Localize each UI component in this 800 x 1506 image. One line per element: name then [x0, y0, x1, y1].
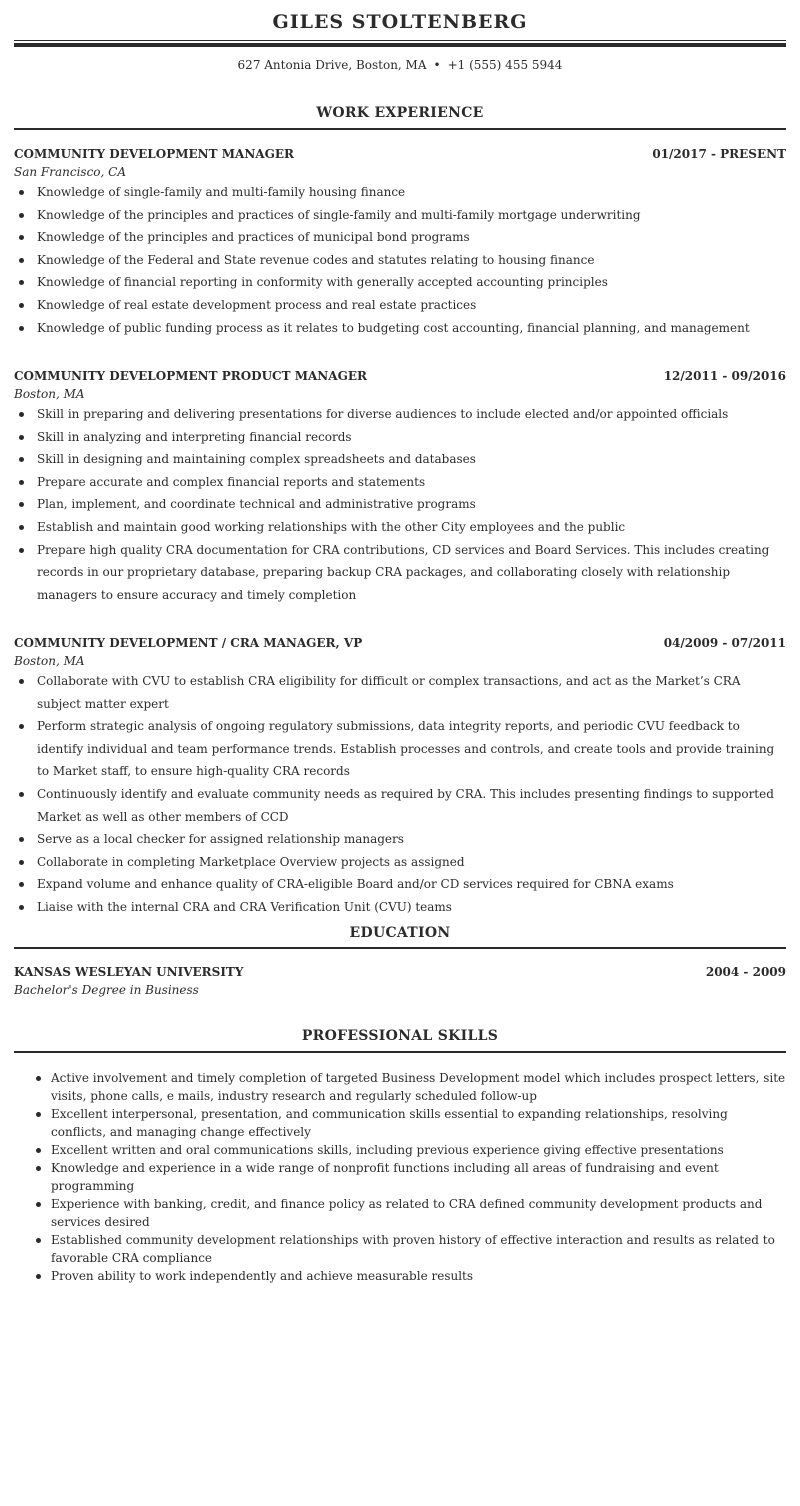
job-bullets: [14, 403, 786, 606]
address: 627 Antonia Drive, Boston, MA: [237, 58, 427, 72]
job-header: [14, 634, 786, 652]
job-entry: [14, 367, 786, 606]
contact-line: [14, 57, 786, 73]
list-item: Prepare high quality CRA documentation for CRA contributions, CD services and Board Services. This includes creating records in our proprietary database, preparing backup CRA packages, and collaborating closely with relationship managers to ensure accuracy and timely completion: [14, 539, 786, 607]
list-item: Knowledge and experience in a wide range of nonprofit functions including all areas of fundraising and event programming: [14, 1159, 786, 1195]
job-bullets: [14, 181, 786, 339]
phone: +1 (555) 455 5944: [447, 58, 563, 72]
job-title: COMMUNITY DEVELOPMENT MANAGER: [14, 147, 294, 161]
list-item: Skill in preparing and delivering presentations for diverse audiences to include elected and/or appointed officials: [14, 403, 786, 426]
list-item: Knowledge of the principles and practices of municipal bond programs: [14, 226, 786, 249]
job-entry: [14, 634, 786, 919]
list-item: Continuously identify and evaluate community needs as required by CRA. This includes presenting findings to supported Market as well as other members of CCD: [14, 783, 786, 828]
list-item: Skill in designing and maintaining complex spreadsheets and databases: [14, 448, 786, 471]
list-item: Experience with banking, credit, and finance policy as related to CRA defined community development products and services desired: [14, 1195, 786, 1231]
section-title-education: EDUCATION: [349, 925, 451, 941]
job-location: San Francisco, CA: [14, 165, 127, 179]
section-divider-skills: [14, 1051, 786, 1053]
list-item: Excellent written and oral communications skills, including previous experience giving effective presentations: [14, 1141, 786, 1159]
list-item: Establish and maintain good working relationships with the other City employees and the public: [14, 516, 786, 539]
section-divider-experience: [14, 128, 786, 130]
list-item: Liaise with the internal CRA and CRA Verification Unit (CVU) teams: [14, 896, 786, 919]
list-item: Serve as a local checker for assigned relationship managers: [14, 828, 786, 851]
list-item: Knowledge of real estate development process and real estate practices: [14, 294, 786, 317]
list-item: Knowledge of public funding process as it relates to budgeting cost accounting, financial planning, and management: [14, 317, 786, 340]
job-title: COMMUNITY DEVELOPMENT PRODUCT MANAGER: [14, 369, 367, 383]
list-item: Knowledge of single-family and multi-family housing finance: [14, 181, 786, 204]
degree: Bachelor's Degree in Business: [14, 983, 199, 997]
list-item: Collaborate in completing Marketplace Overview projects as assigned: [14, 851, 786, 874]
list-item: Knowledge of the principles and practices of single-family and multi-family mortgage underwriting: [14, 204, 786, 227]
separator-dot: •: [433, 58, 441, 72]
job-dates: 04/2009 - 07/2011: [663, 636, 786, 650]
job-header: [14, 145, 786, 163]
header-divider-thick: [14, 43, 786, 47]
job-title: COMMUNITY DEVELOPMENT / CRA MANAGER, VP: [14, 636, 363, 650]
list-item: Knowledge of financial reporting in conformity with generally accepted accounting principles: [14, 271, 786, 294]
job-dates: 01/2017 - PRESENT: [652, 147, 786, 161]
list-item: Prepare accurate and complex financial reports and statements: [14, 471, 786, 494]
list-item: Expand volume and enhance quality of CRA-eligible Board and/or CD services required for CBNA exams: [14, 873, 786, 896]
list-item: Established community development relationships with proven history of effective interaction and results as related to favorable CRA compliance: [14, 1231, 786, 1267]
job-bullets: [14, 670, 786, 919]
list-item: Active involvement and timely completion of targeted Business Development model which includes prospect letters, site visits, phone calls, e mails, industry research and regularly scheduled follow-up: [14, 1069, 786, 1105]
list-item: Plan, implement, and coordinate technical and administrative programs: [14, 493, 786, 516]
section-title-experience: WORK EXPERIENCE: [316, 105, 484, 121]
candidate-name: GILES STOLTENBERG: [272, 11, 528, 33]
list-item: Proven ability to work independently and achieve measurable results: [14, 1267, 786, 1285]
skills-list: [14, 1069, 786, 1285]
header-divider-thin: [14, 40, 786, 41]
list-item: Perform strategic analysis of ongoing regulatory submissions, data integrity reports, and periodic CVU feedback to identify individual and team performance trends. Establish processes and controls, and create tools and provide training to Market staff, to ensure high-quality CRA records: [14, 715, 786, 783]
job-header: [14, 367, 786, 385]
list-item: Excellent interpersonal, presentation, and communication skills essential to expanding relationships, resolving conflicts, and managing change effectively: [14, 1105, 786, 1141]
education-entry: [14, 963, 786, 999]
section-divider-education: [14, 947, 786, 949]
education-header: [14, 963, 786, 981]
education-dates: 2004 - 2009: [705, 965, 786, 979]
job-location: Boston, MA: [14, 654, 85, 668]
list-item: Knowledge of the Federal and State revenue codes and statutes relating to housing finance: [14, 249, 786, 272]
list-item: Skill in analyzing and interpreting financial records: [14, 426, 786, 449]
list-item: Collaborate with CVU to establish CRA eligibility for difficult or complex transactions, and act as the Market’s CRA subject matter expert: [14, 670, 786, 715]
job-dates: 12/2011 - 09/2016: [663, 369, 786, 383]
job-location: Boston, MA: [14, 387, 85, 401]
section-title-skills: PROFESSIONAL SKILLS: [301, 1028, 499, 1044]
school-name: KANSAS WESLEYAN UNIVERSITY: [14, 965, 244, 979]
job-entry: [14, 145, 786, 339]
